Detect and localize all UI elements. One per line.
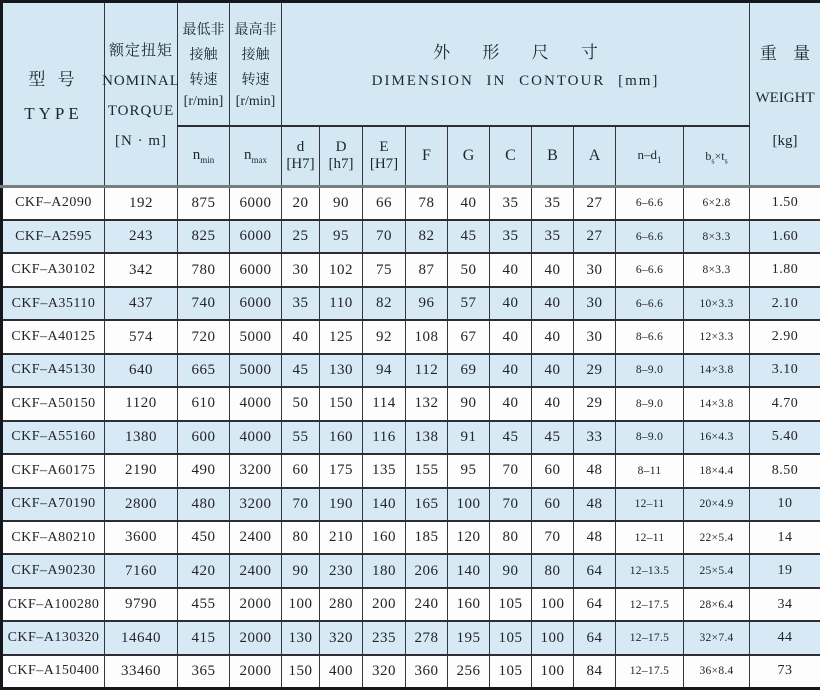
cell-nmax: 6000	[230, 187, 282, 220]
cell-bxt: 32×7.4	[684, 621, 750, 654]
cell-weight: 5.40	[750, 421, 820, 454]
cell-B: 80	[532, 554, 574, 587]
cell-nd1: 6–6.6	[616, 220, 684, 253]
header-nmax-unit: [r/min]	[235, 93, 276, 109]
header-weight-en: WEIGHT	[755, 89, 815, 106]
cell-G: 67	[448, 320, 490, 353]
cell-nmax: 3200	[230, 454, 282, 487]
header-nmin-zh2: 接触	[189, 47, 218, 63]
header-nmin-zh1: 最低非	[182, 22, 225, 38]
cell-bxt: 22×5.4	[684, 521, 750, 554]
header-dim-nd1: $n-d_1$	[616, 126, 684, 187]
cell-torque: 1380	[105, 421, 178, 454]
cell-A: 64	[574, 554, 616, 587]
cell-E: 235	[363, 621, 406, 654]
cell-B: 40	[532, 320, 574, 353]
header-dimension-zh: 外 形 尺 寸	[433, 43, 612, 62]
cell-nmax: 4000	[230, 387, 282, 420]
header-dim-F: F	[406, 126, 448, 187]
header-type	[2, 2, 105, 187]
cell-G: 40	[448, 187, 490, 220]
cell-B: 60	[532, 488, 574, 521]
cell-nd1: 12–17.5	[616, 621, 684, 654]
cell-A: 64	[574, 588, 616, 621]
cell-C: 35	[490, 220, 532, 253]
cell-E: 70	[363, 220, 406, 253]
cell-d: 100	[282, 588, 320, 621]
cell-A: 29	[574, 387, 616, 420]
cell-D: 400	[320, 655, 363, 689]
cell-nmin: 825	[178, 220, 230, 253]
cell-d: 55	[282, 421, 320, 454]
cell-F: 138	[406, 421, 448, 454]
cell-B: 40	[532, 253, 574, 286]
cell-D: 130	[320, 354, 363, 387]
cell-d: 25	[282, 220, 320, 253]
header-dim-B: B	[532, 126, 574, 187]
cell-d: 130	[282, 621, 320, 654]
cell-weight: 73	[750, 655, 820, 689]
cell-F: 155	[406, 454, 448, 487]
table-row	[2, 354, 820, 387]
cell-weight: 2.10	[750, 287, 820, 320]
cell-weight: 8.50	[750, 454, 820, 487]
cell-nd1: 12–11	[616, 521, 684, 554]
cell-nmax: 2000	[230, 621, 282, 654]
cell-d: 20	[282, 187, 320, 220]
cell-E: 135	[363, 454, 406, 487]
table-row	[2, 187, 820, 220]
cell-C: 105	[490, 621, 532, 654]
cell-nd1: 6–6.6	[616, 287, 684, 320]
cell-type: CKF–A60175	[2, 454, 105, 487]
cell-G: 120	[448, 521, 490, 554]
cell-D: 125	[320, 320, 363, 353]
cell-D: 280	[320, 588, 363, 621]
cell-type: CKF–A30102	[2, 253, 105, 286]
cell-nmin: 455	[178, 588, 230, 621]
cell-nmin: 780	[178, 253, 230, 286]
table-row	[2, 554, 820, 587]
cell-nmin: 720	[178, 320, 230, 353]
cell-bxt: 6×2.8	[684, 187, 750, 220]
cell-bxt: 12×3.3	[684, 320, 750, 353]
cell-A: 30	[574, 320, 616, 353]
cell-B: 40	[532, 387, 574, 420]
cell-A: 48	[574, 488, 616, 521]
cell-d: 60	[282, 454, 320, 487]
cell-E: 180	[363, 554, 406, 587]
cell-C: 70	[490, 454, 532, 487]
cell-d: 35	[282, 287, 320, 320]
cell-torque: 640	[105, 354, 178, 387]
cell-A: 30	[574, 287, 616, 320]
cell-E: 140	[363, 488, 406, 521]
table-row	[2, 253, 820, 286]
cell-D: 175	[320, 454, 363, 487]
cell-E: 116	[363, 421, 406, 454]
cell-weight: 4.70	[750, 387, 820, 420]
cell-G: 91	[448, 421, 490, 454]
cell-torque: 33460	[105, 655, 178, 689]
cell-G: 95	[448, 454, 490, 487]
cell-A: 48	[574, 521, 616, 554]
cell-B: 35	[532, 220, 574, 253]
cell-E: 82	[363, 287, 406, 320]
cell-bxt: 8×3.3	[684, 253, 750, 286]
cell-C: 70	[490, 488, 532, 521]
cell-F: 206	[406, 554, 448, 587]
cell-D: 210	[320, 521, 363, 554]
cell-C: 40	[490, 287, 532, 320]
header-torque-unit: [N · m]	[115, 132, 167, 149]
cell-B: 45	[532, 421, 574, 454]
cell-nmax: 6000	[230, 253, 282, 286]
cell-nmax: 3200	[230, 488, 282, 521]
header-torque-en1: NOMINAL	[102, 72, 180, 89]
cell-nmin: 480	[178, 488, 230, 521]
cell-C: 45	[490, 421, 532, 454]
cell-d: 70	[282, 488, 320, 521]
cell-type: CKF–A90230	[2, 554, 105, 587]
header-type-en: TYPE	[24, 103, 83, 123]
cell-E: 92	[363, 320, 406, 353]
cell-nd1: 8–9.0	[616, 421, 684, 454]
header-nmax-zh2: 接触	[241, 47, 270, 63]
cell-d: 50	[282, 387, 320, 420]
cell-nd1: 6–6.6	[616, 187, 684, 220]
cell-nmin: 365	[178, 655, 230, 689]
cell-C: 90	[490, 554, 532, 587]
header-dim-E: E [H7]	[363, 126, 406, 187]
cell-G: 50	[448, 253, 490, 286]
cell-E: 94	[363, 354, 406, 387]
cell-A: 84	[574, 655, 616, 689]
cell-nd1: 8–9.0	[616, 354, 684, 387]
cell-bxt: 20×4.9	[684, 488, 750, 521]
cell-D: 160	[320, 421, 363, 454]
header-torque-zh: 额定扭矩	[108, 42, 173, 59]
table-row	[2, 387, 820, 420]
cell-D: 150	[320, 387, 363, 420]
cell-torque: 3600	[105, 521, 178, 554]
cell-E: 200	[363, 588, 406, 621]
cell-nmax: 5000	[230, 354, 282, 387]
cell-nmax: 2000	[230, 588, 282, 621]
cell-nd1: 12–17.5	[616, 655, 684, 689]
cell-A: 64	[574, 621, 616, 654]
cell-D: 90	[320, 187, 363, 220]
header-torque	[102, 2, 180, 187]
cell-d: 150	[282, 655, 320, 689]
cell-C: 40	[490, 354, 532, 387]
cell-nmin: 450	[178, 521, 230, 554]
cell-torque: 574	[105, 320, 178, 353]
cell-F: 112	[406, 354, 448, 387]
cell-F: 165	[406, 488, 448, 521]
cell-D: 102	[320, 253, 363, 286]
cell-nmax: 2000	[230, 655, 282, 689]
cell-torque: 2190	[105, 454, 178, 487]
cell-nd1: 8–11	[616, 454, 684, 487]
cell-A: 30	[574, 253, 616, 286]
cell-weight: 19	[750, 554, 820, 587]
cell-E: 75	[363, 253, 406, 286]
header-weight-zh: 重 量	[759, 43, 817, 63]
cell-weight: 44	[750, 621, 820, 654]
cell-nd1: 8–9.0	[616, 387, 684, 420]
cell-C: 40	[490, 387, 532, 420]
header-weight	[750, 2, 820, 187]
cell-type: CKF–A40125	[2, 320, 105, 353]
header-dim-keyway: $b_s\times t_s$	[684, 126, 750, 187]
cell-nmin: 665	[178, 354, 230, 387]
cell-bxt: 10×3.3	[684, 287, 750, 320]
cell-D: 110	[320, 287, 363, 320]
cell-nd1: 12–11	[616, 488, 684, 521]
cell-nd1: 12–17.5	[616, 588, 684, 621]
cell-d: 90	[282, 554, 320, 587]
cell-nmin: 610	[178, 387, 230, 420]
cell-B: 100	[532, 621, 574, 654]
cell-G: 57	[448, 287, 490, 320]
header-torque-en2: TORQUE	[107, 102, 175, 119]
cell-type: CKF–A100280	[2, 588, 105, 621]
cell-nd1: 8–6.6	[616, 320, 684, 353]
cell-B: 100	[532, 588, 574, 621]
cell-B: 70	[532, 521, 574, 554]
cell-A: 48	[574, 454, 616, 487]
table-row	[2, 220, 820, 253]
cell-G: 100	[448, 488, 490, 521]
cell-torque: 9790	[105, 588, 178, 621]
cell-A: 27	[574, 220, 616, 253]
table-header	[2, 2, 820, 187]
cell-weight: 10	[750, 488, 820, 521]
header-dim-d: d [H7]	[282, 126, 320, 187]
cell-B: 40	[532, 354, 574, 387]
header-nmin-zh3: 转速	[189, 72, 218, 88]
cell-torque: 14640	[105, 621, 178, 654]
header-dimension-en: DIMENSION IN CONTOUR [mm]	[371, 73, 660, 89]
cell-bxt: 8×3.3	[684, 220, 750, 253]
cell-bxt: 25×5.4	[684, 554, 750, 587]
cell-bxt: 36×8.4	[684, 655, 750, 689]
cell-bxt: 16×4.3	[684, 421, 750, 454]
cell-weight: 34	[750, 588, 820, 621]
cell-type: CKF–A2090	[2, 187, 105, 220]
cell-type: CKF–A50150	[2, 387, 105, 420]
header-nmax-group	[230, 2, 282, 127]
table-row	[2, 488, 820, 521]
cell-torque: 1120	[105, 387, 178, 420]
table-row	[2, 421, 820, 454]
cell-nmin: 490	[178, 454, 230, 487]
cell-C: 80	[490, 521, 532, 554]
cell-nmin: 600	[178, 421, 230, 454]
cell-weight: 1.50	[750, 187, 820, 220]
cell-C: 105	[490, 588, 532, 621]
cell-nmax: 2400	[230, 554, 282, 587]
cell-nmax: 2400	[230, 521, 282, 554]
header-nmax-zh3: 转速	[241, 72, 270, 88]
cell-nmin: 875	[178, 187, 230, 220]
cell-type: CKF–A2595	[2, 220, 105, 253]
cell-torque: 192	[105, 187, 178, 220]
cell-torque: 7160	[105, 554, 178, 587]
header-nmin-unit: [r/min]	[183, 93, 224, 109]
cell-G: 45	[448, 220, 490, 253]
header-nmin: $n_{min}$	[178, 126, 230, 187]
cell-weight: 3.10	[750, 354, 820, 387]
table-row	[2, 521, 820, 554]
cell-A: 33	[574, 421, 616, 454]
cell-F: 360	[406, 655, 448, 689]
cell-torque: 437	[105, 287, 178, 320]
cell-E: 160	[363, 521, 406, 554]
cell-torque: 342	[105, 253, 178, 286]
cell-F: 87	[406, 253, 448, 286]
cell-D: 230	[320, 554, 363, 587]
cell-nmax: 5000	[230, 320, 282, 353]
cell-torque: 2800	[105, 488, 178, 521]
cell-type: CKF–A70190	[2, 488, 105, 521]
cell-nmin: 420	[178, 554, 230, 587]
cell-A: 29	[574, 354, 616, 387]
cell-type: CKF–A130320	[2, 621, 105, 654]
cell-d: 30	[282, 253, 320, 286]
cell-F: 185	[406, 521, 448, 554]
cell-nmax: 6000	[230, 220, 282, 253]
header-nmax-zh1: 最高非	[234, 22, 277, 38]
cell-torque: 243	[105, 220, 178, 253]
table-row	[2, 287, 820, 320]
header-weight-unit: [kg]	[772, 132, 798, 149]
cell-bxt: 28×6.4	[684, 588, 750, 621]
cell-C: 105	[490, 655, 532, 689]
cell-weight: 1.80	[750, 253, 820, 286]
cell-E: 66	[363, 187, 406, 220]
cell-weight: 2.90	[750, 320, 820, 353]
cell-F: 96	[406, 287, 448, 320]
cell-type: CKF–A55160	[2, 421, 105, 454]
cell-G: 90	[448, 387, 490, 420]
cell-nmax: 6000	[230, 287, 282, 320]
cell-F: 240	[406, 588, 448, 621]
cell-G: 195	[448, 621, 490, 654]
cell-nmax: 4000	[230, 421, 282, 454]
cell-F: 132	[406, 387, 448, 420]
table-row	[2, 621, 820, 654]
cell-bxt: 14×3.8	[684, 354, 750, 387]
cell-nd1: 6–6.6	[616, 253, 684, 286]
cell-G: 69	[448, 354, 490, 387]
cell-F: 82	[406, 220, 448, 253]
cell-type: CKF–A80210	[2, 521, 105, 554]
cell-B: 60	[532, 454, 574, 487]
cell-G: 256	[448, 655, 490, 689]
header-dim-G: G	[448, 126, 490, 187]
cell-G: 140	[448, 554, 490, 587]
cell-G: 160	[448, 588, 490, 621]
cell-weight: 14	[750, 521, 820, 554]
cell-B: 40	[532, 287, 574, 320]
cell-type: CKF–A45130	[2, 354, 105, 387]
cell-E: 114	[363, 387, 406, 420]
table-row	[2, 320, 820, 353]
cell-nmin: 415	[178, 621, 230, 654]
table-row	[2, 588, 820, 621]
table-body	[2, 187, 820, 689]
table-row	[2, 655, 820, 689]
cell-type: CKF–A150400	[2, 655, 105, 689]
cell-B: 100	[532, 655, 574, 689]
cell-weight: 1.60	[750, 220, 820, 253]
cell-nd1: 12–13.5	[616, 554, 684, 587]
cell-B: 35	[532, 187, 574, 220]
cell-d: 80	[282, 521, 320, 554]
cell-A: 27	[574, 187, 616, 220]
header-dim-D: D [h7]	[320, 126, 363, 187]
cell-bxt: 18×4.4	[684, 454, 750, 487]
header-type-zh: 型 号	[28, 69, 79, 89]
cell-bxt: 14×3.8	[684, 387, 750, 420]
cell-d: 40	[282, 320, 320, 353]
cell-D: 95	[320, 220, 363, 253]
cell-type: CKF–A35110	[2, 287, 105, 320]
header-dimension-group	[282, 2, 750, 127]
cell-F: 108	[406, 320, 448, 353]
header-nmax: $n_{max}$	[230, 126, 282, 187]
header-dim-C: C	[490, 126, 532, 187]
cell-F: 78	[406, 187, 448, 220]
cell-d: 45	[282, 354, 320, 387]
cell-C: 35	[490, 187, 532, 220]
cell-D: 320	[320, 621, 363, 654]
cell-nmin: 740	[178, 287, 230, 320]
cell-E: 320	[363, 655, 406, 689]
table-row	[2, 454, 820, 487]
cell-D: 190	[320, 488, 363, 521]
cell-C: 40	[490, 253, 532, 286]
cell-F: 278	[406, 621, 448, 654]
cell-C: 40	[490, 320, 532, 353]
header-dim-A: A	[574, 126, 616, 187]
header-nmin-group	[178, 2, 230, 127]
